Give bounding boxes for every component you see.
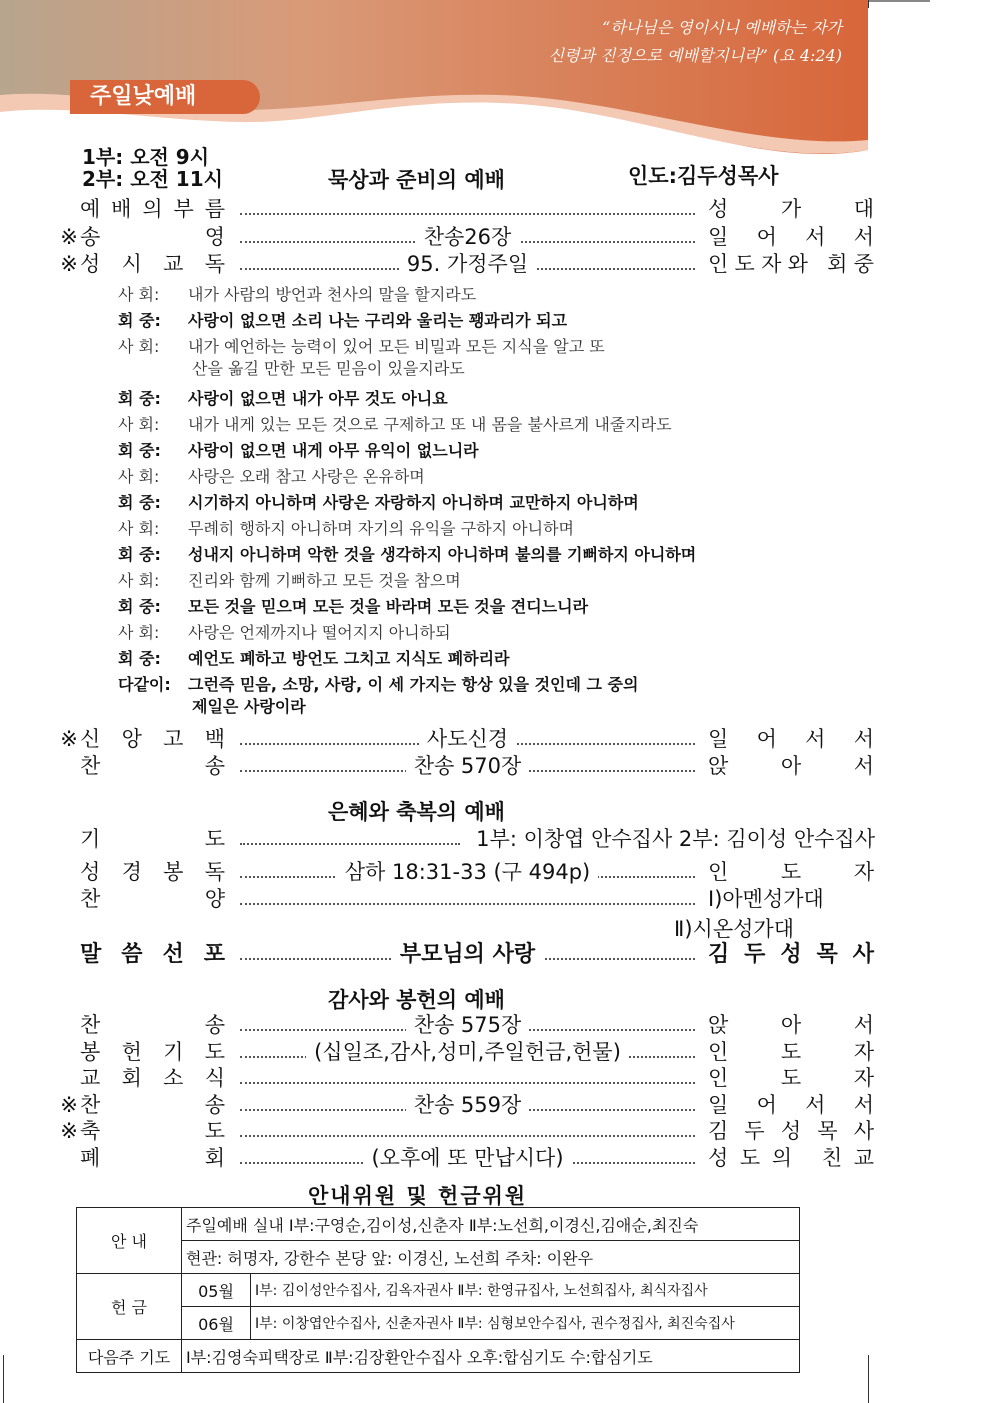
- label-char: 말: [80, 942, 102, 967]
- leader-line: [240, 903, 695, 905]
- order-detail: 사도신경: [419, 727, 516, 751]
- staff-table: [76, 1207, 800, 1373]
- section-title: 감사와 봉헌의 예배: [328, 988, 505, 1012]
- dot-leader: [240, 859, 695, 886]
- label-char: 성: [80, 860, 101, 884]
- right-char: 인: [708, 252, 729, 276]
- order-detail: 삼하 18:31-33 (구 494p): [337, 860, 599, 884]
- label-char: 신: [80, 727, 101, 751]
- order-label: [80, 1065, 225, 1092]
- right-char: 서: [853, 1013, 874, 1037]
- order-detail: 찬송 570장: [406, 754, 530, 778]
- dot-leader: [240, 1039, 695, 1066]
- dot-leader: [240, 1012, 695, 1039]
- leader-line: [240, 213, 695, 215]
- order-label: [80, 224, 225, 251]
- leader-name: 인도:김두성목사: [628, 164, 779, 188]
- order-item: [80, 941, 874, 968]
- label-char: 부: [173, 197, 194, 221]
- order-detail: (오후에 또 만납시다): [363, 1146, 571, 1170]
- label-char: 영: [204, 225, 225, 249]
- dot-leader: [240, 826, 460, 853]
- order-right: [708, 251, 874, 278]
- offering-month: 05월: [182, 1274, 251, 1307]
- responsive-line: [118, 544, 696, 566]
- reading-text: 산을 옮길 만한 모든 믿음이 있을지라도: [192, 359, 465, 378]
- speaker: 회 중:: [118, 493, 161, 512]
- order-right: [708, 859, 874, 886]
- right-char: 교: [853, 1146, 874, 1170]
- order-right: [708, 1092, 874, 1119]
- reading-text: 무례히 행하지 아니하며 자기의 유익을 구하지 아니하며: [188, 519, 575, 538]
- right-char: 서: [805, 1093, 826, 1117]
- label-char: 성: [80, 252, 101, 276]
- label-char: 송: [204, 1093, 225, 1117]
- right-char: [814, 251, 821, 278]
- label-char: 회: [204, 1146, 225, 1170]
- speaker: 사 회:: [118, 519, 160, 538]
- right-char: 친: [821, 1146, 843, 1170]
- verse-quote: [549, 14, 842, 70]
- order-item: [60, 251, 874, 278]
- reading-text: 제일은 사랑이라: [192, 697, 306, 716]
- label-char: 기: [80, 827, 101, 851]
- next-prayer-label: 다음주 기도: [77, 1340, 182, 1373]
- dot-leader: [240, 224, 695, 251]
- label-char: 교: [163, 252, 184, 276]
- order-item: [80, 196, 874, 223]
- responsive-line: [118, 440, 479, 462]
- order-right: [708, 1145, 874, 1172]
- reading-text: 시기하지 아니하며 사랑은 자랑하지 아니하며 교만하지 아니하며: [188, 493, 639, 512]
- order-item: [80, 1065, 874, 1092]
- right-char: 인: [708, 1040, 729, 1064]
- right-char: 서: [853, 225, 874, 249]
- order-right: [708, 726, 874, 753]
- dot-leader: [240, 1118, 695, 1145]
- offering-label: 헌 금: [77, 1274, 182, 1340]
- right-char: 서: [853, 727, 874, 751]
- order-item: [60, 1092, 874, 1119]
- right-char: 인: [708, 860, 729, 884]
- order-label: [80, 941, 225, 968]
- staff-title: 안내위원 및 헌금위원: [308, 1184, 528, 1208]
- reading-text: 사랑이 없으면 내가 아무 것도 아니요: [188, 389, 448, 408]
- order-item: [80, 1145, 874, 1172]
- right-char: 서: [805, 225, 826, 249]
- reading-text: 사랑은 언제까지나 떨어지지 아니하되: [188, 623, 451, 642]
- standing-mark: ※: [60, 727, 78, 751]
- order-label: [80, 726, 225, 753]
- speaker: 회 중:: [118, 311, 161, 330]
- dot-leader: [240, 1065, 695, 1092]
- offering-month: 06월: [182, 1307, 251, 1340]
- label-char: 의: [142, 197, 163, 221]
- reading-text: 사랑은 오래 참고 사랑은 온유하며: [188, 467, 425, 486]
- order-detail: 찬송26장: [416, 225, 520, 249]
- order-item: [60, 726, 874, 753]
- label-char: 축: [80, 1119, 101, 1143]
- header-banner: [0, 0, 992, 165]
- label-char: 도: [204, 1119, 225, 1143]
- order-label: [80, 753, 225, 780]
- responsive-line: [118, 310, 567, 332]
- reading-text: 성내지 아니하며 악한 것을 생각하지 아니하며 불의를 기뻐하지 아니하며: [188, 545, 697, 564]
- right-char: 일: [708, 1093, 729, 1117]
- right-char: [804, 1145, 811, 1172]
- label-char: 양: [204, 887, 225, 911]
- label-char: 송: [204, 754, 225, 778]
- speaker: 회 중:: [118, 545, 161, 564]
- label-char: 폐: [80, 1146, 101, 1170]
- label-char: 백: [204, 727, 225, 751]
- right-char: 일: [708, 727, 729, 751]
- right-char: 도: [780, 1040, 802, 1064]
- right-char: 김: [708, 1119, 729, 1143]
- order-item: [60, 1118, 874, 1145]
- speaker: 회 중:: [118, 389, 161, 408]
- right-char: 도: [780, 860, 802, 884]
- label-char: 경: [121, 860, 142, 884]
- dot-leader: [240, 886, 695, 913]
- responsive-line: [118, 570, 461, 592]
- order-right: Ⅱ)시온성가대: [674, 917, 794, 941]
- order-label: [80, 886, 225, 913]
- order-label: [80, 859, 225, 886]
- right-char: 아: [780, 1013, 802, 1037]
- right-char: 도: [734, 252, 755, 276]
- order-label: [80, 196, 225, 223]
- dot-leader: [240, 726, 695, 753]
- reading-text: 진리와 함께 기뻐하고 모든 것을 참으며: [188, 571, 461, 590]
- right-char: 목: [817, 1119, 838, 1143]
- dot-leader: [240, 753, 695, 780]
- label-char: 봉: [163, 860, 184, 884]
- label-char: 고: [163, 727, 184, 751]
- right-char: 앉: [708, 754, 729, 778]
- dot-leader: [240, 251, 695, 278]
- right-char: 사: [852, 942, 874, 967]
- speaker: 사 회:: [118, 571, 160, 590]
- label-char: 름: [204, 197, 225, 221]
- right-char: 앉: [708, 1013, 729, 1037]
- responsive-line: [118, 336, 605, 380]
- dot-leader: [240, 1092, 695, 1119]
- label-char: 도: [204, 827, 225, 851]
- guide-row: 현관: 허명자, 강한수 본당 앞: 이경신, 노선희 주차: 이완우: [182, 1241, 800, 1274]
- standing-mark: ※: [60, 252, 78, 276]
- order-label: [80, 251, 225, 278]
- dot-leader: [240, 196, 695, 223]
- reading-text: 내가 내게 있는 모든 것으로 구제하고 또 내 몸을 불사르게 내줄지라도: [188, 415, 672, 434]
- frame-line: [868, 1355, 869, 1403]
- speaker: 사 회:: [118, 623, 160, 642]
- responsive-line: [118, 674, 638, 718]
- right-char: 어: [756, 225, 777, 249]
- standing-mark: ※: [60, 1093, 78, 1117]
- worship-badge: 주일낮예배: [70, 80, 260, 114]
- offering-names: Ⅰ부: 이창엽안수집사, 신춘자권사 Ⅱ부: 심형보안수집사, 권수정집사, 최진숙집사: [251, 1307, 800, 1340]
- order-detail: (십일조,감사,성미,주일헌금,헌물): [306, 1040, 629, 1064]
- order-item: [80, 1039, 874, 1066]
- responsive-line: [118, 622, 451, 644]
- order-right: [708, 196, 874, 223]
- speaker: 사 회:: [118, 285, 160, 304]
- label-char: 찬: [80, 887, 101, 911]
- right-char: 가: [780, 197, 802, 221]
- order-label: [80, 1012, 225, 1039]
- right-char: 도: [780, 1066, 802, 1090]
- reading-text: 예언도 폐하고 방언도 그치고 지식도 폐하리라: [188, 649, 510, 668]
- order-item: [80, 826, 875, 853]
- order-right: 1부: 이창엽 안수집사 2부: 김이성 안수집사: [476, 827, 875, 851]
- leader-line: [240, 843, 460, 845]
- right-char: 어: [756, 1093, 777, 1117]
- order-detail: 95. 가정주일: [399, 252, 536, 276]
- label-char: 식: [204, 1066, 225, 1090]
- responsive-line: [118, 596, 588, 618]
- order-label: [80, 826, 225, 853]
- right-char: 서: [853, 754, 874, 778]
- right-char: 회: [827, 252, 848, 276]
- responsive-line: [118, 414, 672, 436]
- label-char: 송: [204, 1013, 225, 1037]
- right-char: 와: [787, 252, 808, 276]
- order-item: [80, 1012, 874, 1039]
- service-times: [82, 146, 223, 190]
- label-char: 예: [80, 197, 101, 221]
- order-item: [80, 886, 824, 913]
- label-char: 앙: [121, 727, 142, 751]
- right-char: 자: [853, 860, 874, 884]
- next-prayer-names: Ⅰ부:김영숙피택장로 Ⅱ부:김장환안수집사 오후:합심기도 수:합심기도: [182, 1340, 800, 1373]
- right-char: 대: [853, 197, 874, 221]
- standing-mark: ※: [60, 225, 78, 249]
- order-item: [80, 859, 874, 886]
- right-char: 자: [853, 1066, 874, 1090]
- order-item: [60, 224, 874, 251]
- right-char: 어: [756, 727, 777, 751]
- order-detail: 찬송 575장: [406, 1013, 530, 1037]
- responsive-line: [118, 492, 639, 514]
- order-right: [708, 1012, 874, 1039]
- label-char: 독: [204, 860, 225, 884]
- speaker: 회 중:: [118, 441, 161, 460]
- responsive-line: [118, 648, 510, 670]
- label-char: 씀: [121, 942, 143, 967]
- right-char: 자: [761, 252, 782, 276]
- guide-label: 안 내: [77, 1208, 182, 1274]
- label-char: 헌: [121, 1040, 142, 1064]
- order-right: [708, 941, 874, 968]
- reading-text: 그런즉 믿음, 소망, 사랑, 이 세 가지는 항상 있을 것인데 그 중의: [188, 675, 639, 694]
- speaker: 회 중:: [118, 597, 161, 616]
- right-char: 두: [744, 1119, 765, 1143]
- label-char: 봉: [80, 1040, 101, 1064]
- order-detail: 부모님의 사랑: [392, 942, 543, 967]
- reading-text: 모든 것을 믿으며 모든 것을 바라며 모든 것을 견디느니라: [188, 597, 589, 616]
- label-char: 도: [204, 1040, 225, 1064]
- responsive-line: [118, 466, 425, 488]
- reading-text: 사랑이 없으면 소리 나는 구리와 울리는 꽹과리가 되고: [188, 311, 568, 330]
- right-char: 성: [780, 1119, 802, 1143]
- label-char: 회: [121, 1066, 142, 1090]
- label-char: 소: [163, 1066, 184, 1090]
- standing-mark: ※: [60, 1119, 78, 1143]
- label-char: 독: [204, 252, 225, 276]
- label-char: 송: [80, 225, 101, 249]
- label-char: 찬: [80, 754, 101, 778]
- label-char: 찬: [80, 1013, 101, 1037]
- speaker: 다같이:: [118, 675, 171, 694]
- responsive-line: [118, 388, 448, 410]
- label-char: 배: [111, 197, 132, 221]
- right-char: 일: [708, 225, 729, 249]
- right-char: 목: [816, 942, 838, 967]
- right-char: 사: [853, 1119, 874, 1143]
- reading-text: 사랑이 없으면 내게 아무 유익이 없느니라: [188, 441, 479, 460]
- order-detail: 찬송 559장: [406, 1093, 530, 1117]
- order-right: [708, 753, 874, 780]
- reading-text: 내가 예언하는 능력이 있어 모든 비밀과 모든 지식을 알고 또: [188, 337, 605, 356]
- responsive-line: [118, 518, 574, 540]
- dot-leader: [240, 941, 695, 968]
- label-char: 교: [80, 1066, 101, 1090]
- label-char: 시: [121, 252, 142, 276]
- right-char: 도: [739, 1146, 761, 1170]
- offering-names: Ⅰ부: 김이성안수집사, 김옥자권사 Ⅱ부: 한영규집사, 노선희집사, 최식자집사: [251, 1274, 800, 1307]
- guide-row: 주일예배 실내 Ⅰ부:구영순,김이성,신춘자 Ⅱ부:노선희,이경신,김애순,최진숙: [182, 1208, 800, 1241]
- section-title: 묵상과 준비의 예배: [328, 168, 505, 192]
- right-char: 두: [744, 942, 766, 967]
- dot-leader: [240, 1145, 695, 1172]
- order-label: [80, 1145, 225, 1172]
- right-char: 중: [853, 252, 874, 276]
- order-label: [80, 1118, 225, 1145]
- responsive-line: [118, 284, 476, 306]
- reading-text: 내가 사람의 방언과 천사의 말을 할지라도: [188, 285, 477, 304]
- right-char: 아: [780, 754, 802, 778]
- second-service-time: 2부: 오전 11시: [82, 167, 223, 191]
- speaker: 사 회:: [118, 467, 160, 486]
- speaker: 회 중:: [118, 649, 161, 668]
- frame-line: [3, 1355, 4, 1403]
- section-title: 은혜와 축복의 예배: [328, 800, 505, 824]
- label-char: 포: [203, 942, 225, 967]
- order-right: [708, 1118, 874, 1145]
- order-right: [708, 224, 874, 251]
- order-right: [708, 1039, 874, 1066]
- order-item: [80, 753, 874, 780]
- order-right: [708, 1065, 874, 1092]
- right-char: 성: [780, 942, 802, 967]
- speaker: 사 회:: [118, 337, 160, 356]
- order-right: Ⅰ)아멘성가대: [708, 887, 824, 911]
- leader-line: [240, 1082, 695, 1084]
- right-char: 성: [708, 1146, 729, 1170]
- right-char: 인: [708, 1066, 729, 1090]
- order-label: [80, 1092, 225, 1119]
- speaker: 사 회:: [118, 415, 160, 434]
- right-char: 김: [708, 942, 730, 967]
- order-label: [80, 1039, 225, 1066]
- first-service-time: 1부: 오전 9시: [82, 145, 210, 169]
- verse-line: “하나님은 영이시니 예배하는 자가: [602, 18, 842, 37]
- label-char: 기: [163, 1040, 184, 1064]
- right-char: 서: [805, 727, 826, 751]
- right-char: 서: [853, 1093, 874, 1117]
- leader-line: [240, 1135, 695, 1137]
- label-char: 찬: [80, 1093, 101, 1117]
- label-char: 선: [162, 942, 184, 967]
- frame-line: [868, 0, 869, 8]
- right-char: 성: [708, 197, 729, 221]
- right-char: 자: [853, 1040, 874, 1064]
- right-char: 의: [771, 1146, 793, 1170]
- verse-line: 신령과 진정으로 예배할지니라” (요 4:24): [548, 46, 842, 65]
